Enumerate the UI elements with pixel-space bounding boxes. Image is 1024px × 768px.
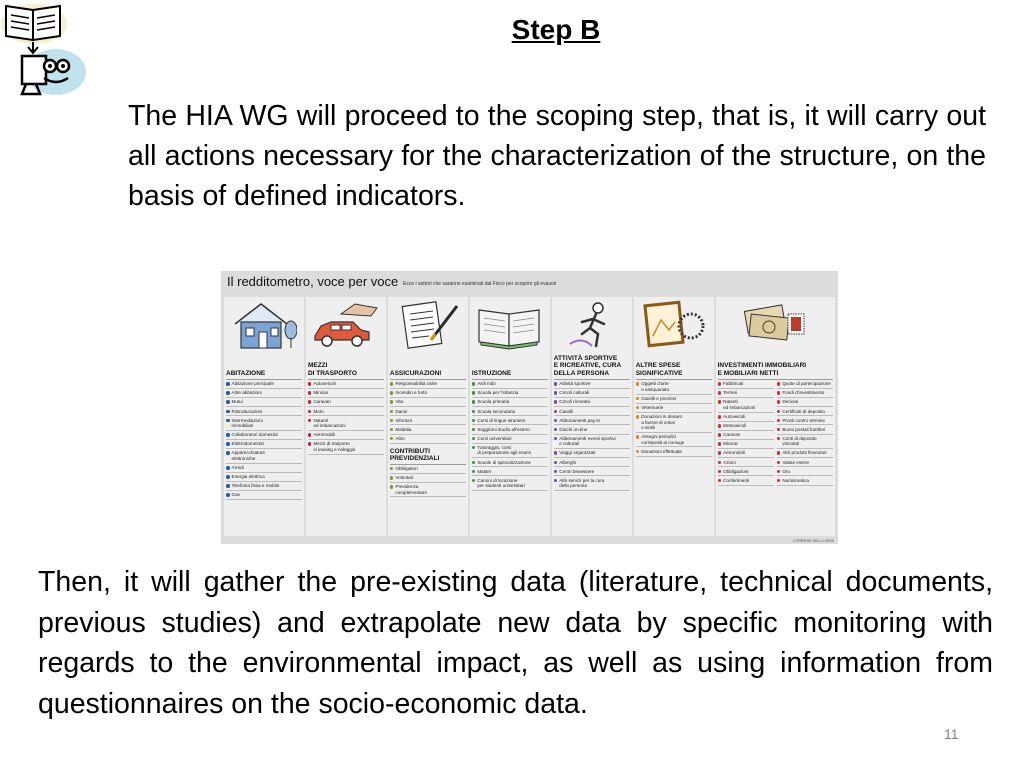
list-item bbox=[308, 389, 384, 398]
bullet-dot bbox=[226, 433, 230, 437]
list-item bbox=[718, 467, 774, 476]
list-item-label: Autoveicoli bbox=[723, 414, 746, 420]
list-item-label: Asili nido bbox=[477, 381, 496, 387]
list-item bbox=[718, 422, 774, 431]
list-item-label: Alberghi bbox=[559, 459, 577, 465]
list-item-label: Ristrutturazioni bbox=[231, 408, 263, 414]
list-item bbox=[226, 449, 302, 464]
list-item bbox=[472, 416, 548, 425]
bullet-dot bbox=[472, 382, 476, 386]
list-item-label: Scuola per l'infanzia bbox=[477, 390, 519, 396]
list-item bbox=[777, 407, 833, 416]
list-item-label: Altri prodotti finanziari bbox=[782, 450, 827, 456]
bullet-dot bbox=[554, 400, 558, 404]
list-item bbox=[718, 458, 774, 467]
page-number: 11 bbox=[944, 726, 959, 742]
list-item bbox=[226, 407, 302, 416]
list-item-label: Giochi on-line bbox=[559, 426, 588, 432]
list-item bbox=[390, 465, 466, 474]
list-item bbox=[636, 433, 712, 448]
bullet-dot bbox=[472, 461, 476, 465]
list-item-label: Natanti ed imbarcazioni bbox=[313, 417, 346, 429]
data-gathering-paragraph: Then, it will gather the pre-existing data (literature, technical documents, previous studies) and extrapolate new data by specific monitoring with regards to the environmental impact, as well as using information from questionnaires on the socio-economic data. bbox=[38, 566, 993, 720]
bullet-dot bbox=[554, 428, 558, 432]
list-item bbox=[636, 380, 712, 395]
bullet-dot bbox=[777, 451, 781, 455]
bullet-dot bbox=[226, 410, 230, 414]
list-item bbox=[390, 389, 466, 398]
list-item-label: Canoni di locazione per studenti universitari bbox=[477, 477, 525, 489]
investment-lists bbox=[718, 380, 833, 486]
money-stamps-icon bbox=[718, 297, 833, 353]
list-item bbox=[777, 389, 833, 398]
car-icon bbox=[308, 297, 384, 353]
list-item bbox=[308, 440, 384, 455]
list-item bbox=[718, 380, 774, 389]
bullet-dot bbox=[777, 428, 781, 432]
list-item bbox=[308, 407, 384, 416]
list-item-label: Caravan bbox=[723, 432, 741, 438]
bullet-dot bbox=[390, 437, 394, 441]
list-item-label: Fondi d'investimento bbox=[782, 390, 825, 396]
bullet-dot bbox=[226, 419, 230, 423]
infographic-column bbox=[306, 297, 386, 536]
list-item bbox=[777, 435, 833, 450]
list-item bbox=[554, 458, 630, 467]
list-item bbox=[226, 482, 302, 491]
bullet-dot bbox=[636, 406, 640, 410]
bullet-dot bbox=[777, 400, 781, 404]
bullet-dot bbox=[472, 391, 476, 395]
bullet-dot bbox=[636, 435, 640, 439]
bullet-dot bbox=[554, 470, 558, 474]
list-item bbox=[226, 464, 302, 473]
list-item bbox=[226, 380, 302, 389]
bullet-dot bbox=[390, 391, 394, 395]
list-item bbox=[718, 413, 774, 422]
bullet-dot bbox=[636, 450, 640, 454]
list-item-label: Corsi universitari bbox=[477, 435, 512, 441]
list-item bbox=[718, 476, 774, 485]
list-item-label: Infortuni bbox=[395, 417, 412, 423]
list-item-label: Energia elettrica bbox=[231, 474, 265, 480]
bullet-dot bbox=[390, 467, 394, 471]
list-item-label: Veterinarie bbox=[641, 404, 664, 410]
list-item bbox=[777, 476, 833, 485]
list-item-label: Abbonamenti eventi sportivi e culturali bbox=[559, 435, 616, 447]
list-item-label: Apparecchiature elettroniche bbox=[231, 450, 265, 461]
list-item bbox=[226, 431, 302, 440]
list-item-label: Obbligatori bbox=[395, 465, 418, 471]
bullet-dot bbox=[308, 419, 312, 423]
list-item-label: Circoli ricreativi bbox=[559, 399, 591, 405]
list-item-label: Malattia bbox=[395, 426, 412, 432]
list-item-label: Danni bbox=[395, 408, 408, 414]
list-item bbox=[777, 467, 833, 476]
list-item bbox=[777, 398, 833, 407]
list-item-label: Altri servizi per la cura della persona bbox=[559, 477, 605, 489]
bullet-dot bbox=[777, 391, 781, 395]
list-item bbox=[226, 440, 302, 449]
list-item-label: Attività sportive bbox=[559, 381, 591, 387]
list-item-label: Certificati di deposito bbox=[782, 408, 825, 414]
list-item-label: Conferimenti bbox=[723, 477, 750, 483]
list-item bbox=[390, 398, 466, 407]
bullet-dot bbox=[718, 479, 722, 483]
list-item-label: Aeromobili bbox=[723, 450, 745, 456]
list-item-label: Gas bbox=[231, 492, 240, 498]
runner-icon bbox=[554, 297, 630, 353]
bullet-dot bbox=[226, 382, 230, 386]
infographic-column bbox=[552, 297, 632, 536]
column-subheading: CONTRIBUTI PREVIDENZIALI bbox=[390, 448, 466, 465]
list-item-label: Scuola primaria bbox=[477, 399, 510, 405]
bullet-dot bbox=[308, 442, 312, 446]
list-item bbox=[390, 380, 466, 389]
bullet-dot bbox=[390, 428, 394, 432]
bullet-dot bbox=[554, 451, 558, 455]
list-item bbox=[390, 483, 466, 498]
list-item bbox=[308, 380, 384, 389]
bullet-dot bbox=[390, 419, 394, 423]
bullet-dot bbox=[226, 475, 230, 479]
bullet-dot bbox=[472, 470, 476, 474]
list-item-label: Elettrodomestici bbox=[231, 441, 265, 447]
list-item-label: Scuole di specializzazione bbox=[477, 459, 531, 465]
bullet-dot bbox=[718, 442, 722, 446]
bullet-dot bbox=[308, 400, 312, 404]
list-item-label: Soggiorni studio all'estero bbox=[477, 426, 530, 432]
bullet-dot bbox=[226, 466, 230, 470]
bullet-dot bbox=[777, 461, 781, 465]
list-item-label: Donazioni in denaro a favore di onlus e simili bbox=[641, 414, 683, 431]
list-item-label: Scuola secondaria bbox=[477, 408, 516, 414]
list-item-label: Numismatica bbox=[782, 477, 809, 483]
bullet-dot bbox=[472, 419, 476, 423]
list-item bbox=[554, 416, 630, 425]
bullet-dot bbox=[777, 410, 781, 414]
bullet-dot bbox=[472, 437, 476, 441]
list-item bbox=[472, 398, 548, 407]
bullet-dot bbox=[554, 419, 558, 423]
list-item-label: Corsi di lingue straniere bbox=[477, 417, 526, 423]
bullet-dot bbox=[718, 382, 722, 386]
list-item-label: Caravan bbox=[313, 399, 331, 405]
bullet-dot bbox=[554, 437, 558, 441]
bullet-dot bbox=[472, 428, 476, 432]
bullet-dot bbox=[472, 446, 476, 450]
list-item bbox=[718, 440, 774, 449]
list-item-label: Tutoraggio, corsi di preparazione agli esami bbox=[477, 444, 531, 456]
bullet-dot bbox=[777, 419, 781, 423]
list-item bbox=[554, 476, 630, 491]
list-item-label: Abbonamenti pay-tv bbox=[559, 417, 601, 423]
bullet-dot bbox=[554, 479, 558, 483]
list-item-label: Mutui bbox=[231, 399, 243, 405]
column-title: ATTIVITÀ SPORTIVE E RICREATIVE, CURA DELLA PERSONA bbox=[554, 353, 630, 380]
list-item-label: Conti di deposito vincolati bbox=[782, 435, 817, 447]
list-item-label: Altro bbox=[395, 435, 405, 441]
infographic-column bbox=[470, 297, 550, 536]
list-item bbox=[554, 449, 630, 458]
document-pen-icon bbox=[390, 297, 466, 353]
bullet-dot bbox=[554, 382, 558, 386]
infographic-title: Il redditometro, voce per voce bbox=[227, 274, 399, 289]
list-item bbox=[718, 389, 774, 398]
list-item bbox=[226, 416, 302, 431]
list-item-label: Obbligazioni bbox=[723, 468, 749, 474]
list-item-label: Moto bbox=[313, 408, 324, 414]
redditometro-infographic bbox=[221, 271, 838, 544]
list-item bbox=[472, 458, 548, 467]
frame-necklace-icon bbox=[636, 297, 712, 353]
list-item bbox=[226, 491, 302, 500]
infographic-column bbox=[634, 297, 714, 536]
column-title: ALTRE SPESE SIGNIFICATIVE bbox=[636, 353, 712, 380]
bullet-dot bbox=[554, 391, 558, 395]
bullet-dot bbox=[390, 400, 394, 404]
list-item bbox=[636, 413, 712, 433]
bullet-dot bbox=[390, 382, 394, 386]
list-item-label: Collaboratori domestici bbox=[231, 432, 279, 438]
list-item-label: Previdenza complementare bbox=[395, 484, 428, 495]
bullet-dot bbox=[226, 442, 230, 446]
list-item-label: Minicar bbox=[723, 441, 738, 447]
list-item bbox=[554, 467, 630, 476]
list-item-label: Assegni periodici corrisposti al coniuge bbox=[641, 434, 685, 445]
bullet-dot bbox=[554, 410, 558, 414]
bullet-dot bbox=[472, 400, 476, 404]
list-item-label: Minicar bbox=[313, 390, 329, 396]
list-item bbox=[636, 395, 712, 404]
bullet-dot bbox=[718, 451, 722, 455]
list-item bbox=[777, 458, 833, 467]
list-item-label: Oggetti d'arte o antiquariato bbox=[641, 381, 670, 392]
list-item-label: Cavalli bbox=[559, 408, 574, 414]
infographic-column bbox=[388, 297, 468, 536]
list-item bbox=[472, 476, 548, 491]
bullet-dot bbox=[718, 424, 722, 428]
infographic-credit: CORRIERE DELLA SERA bbox=[793, 539, 834, 543]
list-item-label: Circoli culturali bbox=[559, 390, 590, 396]
column-title: INVESTIMENTI IMMOBILIARI E MOBILIARI NETTI bbox=[718, 353, 833, 380]
house-icon bbox=[226, 297, 302, 353]
infographic-column bbox=[224, 297, 304, 536]
list-item bbox=[554, 398, 630, 407]
list-item-label: Aeromobili bbox=[313, 432, 336, 438]
list-item bbox=[308, 431, 384, 440]
list-item bbox=[554, 425, 630, 434]
list-item-label: Volontari bbox=[395, 475, 414, 481]
bullet-dot bbox=[718, 415, 722, 419]
list-item-label: Quote di partecipazione bbox=[782, 381, 831, 387]
bullet-dot bbox=[226, 451, 230, 455]
list-item bbox=[390, 425, 466, 434]
list-item bbox=[636, 447, 712, 456]
column-title: ASSICURAZIONI bbox=[390, 353, 466, 380]
bullet-dot bbox=[472, 479, 476, 483]
list-item-label: Viaggi organizzati bbox=[559, 450, 596, 456]
list-item-label: Responsabilità civile bbox=[395, 381, 437, 387]
list-item bbox=[777, 425, 833, 434]
list-item-label: Vita bbox=[395, 399, 404, 405]
list-item bbox=[390, 407, 466, 416]
bullet-dot bbox=[718, 400, 722, 404]
bullet-dot bbox=[472, 410, 476, 414]
slide-title: Step B bbox=[511, 14, 601, 45]
bullet-dot bbox=[554, 461, 558, 465]
bullet-dot bbox=[226, 493, 230, 497]
bullet-dot bbox=[308, 382, 312, 386]
bullet-dot bbox=[636, 382, 640, 386]
bullet-dot bbox=[636, 397, 640, 401]
bullet-dot bbox=[308, 433, 312, 437]
list-item-label: Intermediazioni immobiliari bbox=[231, 417, 263, 429]
bullet-dot bbox=[308, 410, 312, 414]
bullet-dot bbox=[718, 461, 722, 465]
list-item bbox=[554, 380, 630, 389]
list-item bbox=[472, 407, 548, 416]
bullet-dot bbox=[636, 415, 640, 419]
list-item bbox=[777, 380, 833, 389]
infographic-column bbox=[716, 297, 835, 536]
list-item bbox=[636, 404, 712, 413]
bullet-dot bbox=[777, 470, 781, 474]
list-item-label: Valute estere bbox=[782, 459, 810, 465]
bullet-dot bbox=[718, 470, 722, 474]
list-item bbox=[472, 444, 548, 459]
bullet-dot bbox=[777, 382, 781, 386]
list-item-label: Motoveicoli bbox=[723, 423, 747, 429]
column-title: ABITAZIONE bbox=[226, 353, 302, 380]
list-item-label: Master bbox=[477, 468, 492, 474]
bullet-dot bbox=[308, 391, 312, 395]
list-item bbox=[718, 398, 774, 413]
list-item bbox=[472, 389, 548, 398]
list-item bbox=[554, 389, 630, 398]
list-item-label: Abitazione principale bbox=[231, 381, 274, 387]
list-item-label: Terreni bbox=[723, 390, 738, 396]
list-item bbox=[472, 380, 548, 389]
list-item-label: Gioielli e preziosi bbox=[641, 395, 676, 401]
bullet-dot bbox=[777, 479, 781, 483]
list-item bbox=[718, 449, 774, 458]
list-item-label: Centri benessere bbox=[559, 468, 595, 474]
list-item bbox=[554, 435, 630, 450]
bullet-dot bbox=[390, 485, 394, 489]
bullet-dot bbox=[390, 476, 394, 480]
intro-paragraph: The HIA WG will proceed to the scoping step, that is, it will carry out all actions necessary for the characterization of the structure, on the basis of defined indicators. bbox=[128, 100, 986, 212]
list-item bbox=[390, 474, 466, 483]
list-item-label: Arredi bbox=[231, 465, 244, 471]
list-item bbox=[390, 435, 466, 444]
list-item-label: Donazioni effettuate bbox=[641, 448, 682, 454]
list-item bbox=[554, 407, 630, 416]
list-item-label: Fabbricati bbox=[723, 381, 744, 387]
bullet-dot bbox=[226, 391, 230, 395]
list-item-label: Pronti contro termine bbox=[782, 417, 825, 423]
list-item bbox=[472, 425, 548, 434]
list-item bbox=[308, 398, 384, 407]
list-item-label: Autoveicoli bbox=[313, 381, 336, 387]
list-item bbox=[472, 435, 548, 444]
list-item-label: Incendio e furto bbox=[395, 390, 428, 396]
list-item-label: Azioni bbox=[723, 459, 736, 465]
list-item bbox=[777, 416, 833, 425]
bullet-dot bbox=[226, 484, 230, 488]
list-item-label: Buoni postali fruttiferi bbox=[782, 426, 826, 432]
list-item bbox=[472, 467, 548, 476]
infographic-columns bbox=[224, 297, 835, 536]
list-item bbox=[308, 416, 384, 431]
bullet-dot bbox=[718, 433, 722, 437]
list-item bbox=[390, 416, 466, 425]
bullet-dot bbox=[226, 400, 230, 404]
list-item-label: Mezzi di trasporto in leasing e noleggio bbox=[313, 441, 356, 452]
list-item bbox=[777, 449, 833, 458]
bullet-dot bbox=[718, 391, 722, 395]
infographic-subtitle: Ecco i settori che saranno esaminati dal Fisco per scoprire gli evasori bbox=[403, 281, 557, 287]
list-item bbox=[718, 431, 774, 440]
list-item bbox=[226, 398, 302, 407]
list-item-label: Natanti ed imbarcazioni bbox=[723, 399, 756, 410]
open-book-icon bbox=[472, 297, 548, 353]
list-item-label: Derivati bbox=[782, 399, 798, 405]
list-item-label: Oro bbox=[782, 468, 791, 474]
column-title: ISTRUZIONE bbox=[472, 353, 548, 380]
list-item bbox=[226, 389, 302, 398]
list-item bbox=[226, 473, 302, 482]
column-title: MEZZI DI TRASPORTO bbox=[308, 353, 384, 380]
bullet-dot bbox=[390, 410, 394, 414]
list-item-label: Altre abitazioni bbox=[231, 390, 262, 396]
bullet-dot bbox=[777, 437, 781, 441]
list-item-label: Telefonia fissa e mobile bbox=[231, 483, 280, 489]
